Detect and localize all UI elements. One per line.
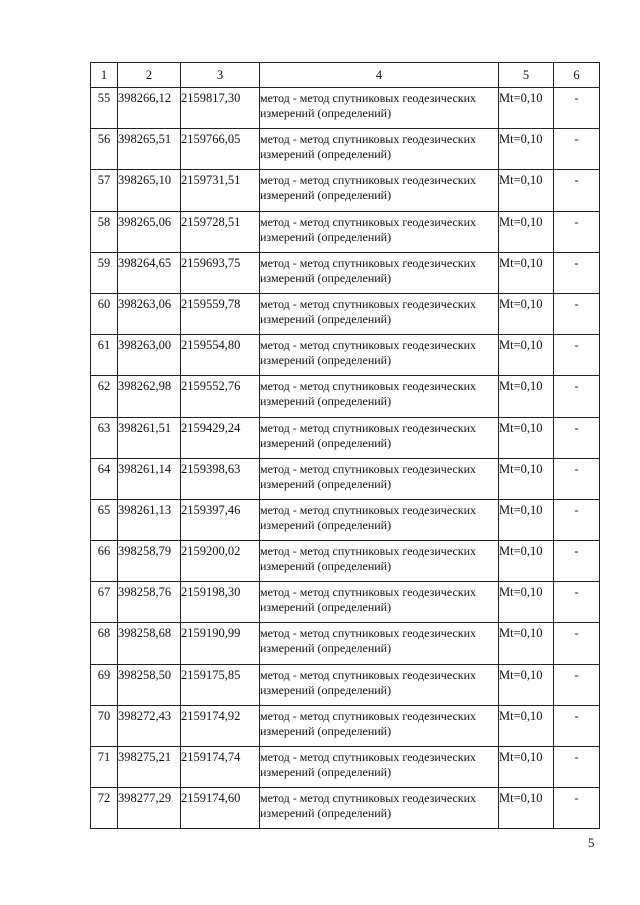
coordinate-x: 398266,12 bbox=[118, 88, 181, 129]
coordinates-table bbox=[90, 62, 600, 829]
note-cell: - bbox=[554, 252, 600, 293]
accuracy-value: Mt=0,10 bbox=[499, 417, 554, 458]
table-row bbox=[91, 88, 600, 129]
method-description: метод - метод спутниковых геодезических измерений (определений) bbox=[260, 541, 499, 582]
accuracy-value: Mt=0,10 bbox=[499, 788, 554, 829]
header-cell-6: 6 bbox=[554, 63, 600, 88]
note-cell: - bbox=[554, 499, 600, 540]
coordinate-y: 2159766,05 bbox=[181, 129, 260, 170]
table-row bbox=[91, 211, 600, 252]
table-row bbox=[91, 623, 600, 664]
point-number: 69 bbox=[91, 664, 118, 705]
coordinate-y: 2159174,92 bbox=[181, 705, 260, 746]
accuracy-value: Mt=0,10 bbox=[499, 376, 554, 417]
method-description: метод - метод спутниковых геодезических измерений (определений) bbox=[260, 170, 499, 211]
table-body bbox=[91, 88, 600, 829]
point-number: 65 bbox=[91, 499, 118, 540]
point-number: 60 bbox=[91, 293, 118, 334]
note-cell: - bbox=[554, 335, 600, 376]
method-description: метод - метод спутниковых геодезических измерений (определений) bbox=[260, 664, 499, 705]
table-row bbox=[91, 705, 600, 746]
point-number: 63 bbox=[91, 417, 118, 458]
coordinate-y: 2159554,80 bbox=[181, 335, 260, 376]
accuracy-value: Mt=0,10 bbox=[499, 499, 554, 540]
coordinate-x: 398261,13 bbox=[118, 499, 181, 540]
note-cell: - bbox=[554, 170, 600, 211]
method-description: метод - метод спутниковых геодезических измерений (определений) bbox=[260, 417, 499, 458]
accuracy-value: Mt=0,10 bbox=[499, 623, 554, 664]
note-cell: - bbox=[554, 129, 600, 170]
note-cell: - bbox=[554, 376, 600, 417]
note-cell: - bbox=[554, 747, 600, 788]
note-cell: - bbox=[554, 705, 600, 746]
coordinate-x: 398265,51 bbox=[118, 129, 181, 170]
accuracy-value: Mt=0,10 bbox=[499, 293, 554, 334]
note-cell: - bbox=[554, 623, 600, 664]
accuracy-value: Mt=0,10 bbox=[499, 129, 554, 170]
coordinate-y: 2159559,78 bbox=[181, 293, 260, 334]
header-cell-1: 1 bbox=[91, 63, 118, 88]
coordinate-x: 398261,14 bbox=[118, 458, 181, 499]
method-description: метод - метод спутниковых геодезических измерений (определений) bbox=[260, 705, 499, 746]
point-number: 62 bbox=[91, 376, 118, 417]
coordinate-y: 2159174,74 bbox=[181, 747, 260, 788]
accuracy-value: Mt=0,10 bbox=[499, 541, 554, 582]
header-cell-4: 4 bbox=[260, 63, 499, 88]
table-header-row bbox=[91, 63, 600, 88]
coordinate-x: 398258,50 bbox=[118, 664, 181, 705]
note-cell: - bbox=[554, 88, 600, 129]
method-description: метод - метод спутниковых геодезических измерений (определений) bbox=[260, 252, 499, 293]
method-description: метод - метод спутниковых геодезических измерений (определений) bbox=[260, 499, 499, 540]
coordinate-y: 2159398,63 bbox=[181, 458, 260, 499]
point-number: 59 bbox=[91, 252, 118, 293]
note-cell: - bbox=[554, 541, 600, 582]
coordinate-y: 2159728,51 bbox=[181, 211, 260, 252]
table-row bbox=[91, 376, 600, 417]
coordinate-x: 398275,21 bbox=[118, 747, 181, 788]
table-row bbox=[91, 499, 600, 540]
table-row bbox=[91, 252, 600, 293]
coordinate-y: 2159190,99 bbox=[181, 623, 260, 664]
note-cell: - bbox=[554, 664, 600, 705]
point-number: 66 bbox=[91, 541, 118, 582]
table-row bbox=[91, 129, 600, 170]
method-description: метод - метод спутниковых геодезических измерений (определений) bbox=[260, 458, 499, 499]
accuracy-value: Mt=0,10 bbox=[499, 458, 554, 499]
coordinate-y: 2159429,24 bbox=[181, 417, 260, 458]
point-number: 55 bbox=[91, 88, 118, 129]
note-cell: - bbox=[554, 293, 600, 334]
header-cell-3: 3 bbox=[181, 63, 260, 88]
table-row bbox=[91, 582, 600, 623]
accuracy-value: Mt=0,10 bbox=[499, 664, 554, 705]
coordinate-x: 398261,51 bbox=[118, 417, 181, 458]
coordinate-x: 398272,43 bbox=[118, 705, 181, 746]
point-number: 67 bbox=[91, 582, 118, 623]
table-row bbox=[91, 293, 600, 334]
point-number: 70 bbox=[91, 705, 118, 746]
table-row bbox=[91, 417, 600, 458]
accuracy-value: Mt=0,10 bbox=[499, 252, 554, 293]
coordinate-x: 398265,10 bbox=[118, 170, 181, 211]
note-cell: - bbox=[554, 458, 600, 499]
accuracy-value: Mt=0,10 bbox=[499, 170, 554, 211]
method-description: метод - метод спутниковых геодезических измерений (определений) bbox=[260, 582, 499, 623]
method-description: метод - метод спутниковых геодезических измерений (определений) bbox=[260, 747, 499, 788]
page-number: 5 bbox=[588, 835, 595, 850]
coordinate-y: 2159174,60 bbox=[181, 788, 260, 829]
point-number: 61 bbox=[91, 335, 118, 376]
note-cell: - bbox=[554, 211, 600, 252]
accuracy-value: Mt=0,10 bbox=[499, 335, 554, 376]
coordinate-y: 2159200,02 bbox=[181, 541, 260, 582]
method-description: метод - метод спутниковых геодезических измерений (определений) bbox=[260, 376, 499, 417]
coordinate-y: 2159731,51 bbox=[181, 170, 260, 211]
note-cell: - bbox=[554, 788, 600, 829]
accuracy-value: Mt=0,10 bbox=[499, 747, 554, 788]
point-number: 72 bbox=[91, 788, 118, 829]
coordinate-x: 398258,68 bbox=[118, 623, 181, 664]
note-cell: - bbox=[554, 582, 600, 623]
coordinate-x: 398263,06 bbox=[118, 293, 181, 334]
coordinate-x: 398258,76 bbox=[118, 582, 181, 623]
point-number: 58 bbox=[91, 211, 118, 252]
accuracy-value: Mt=0,10 bbox=[499, 705, 554, 746]
method-description: метод - метод спутниковых геодезических измерений (определений) bbox=[260, 88, 499, 129]
header-cell-2: 2 bbox=[118, 63, 181, 88]
coordinate-x: 398263,00 bbox=[118, 335, 181, 376]
coordinate-y: 2159198,30 bbox=[181, 582, 260, 623]
coordinate-y: 2159552,76 bbox=[181, 376, 260, 417]
note-cell: - bbox=[554, 417, 600, 458]
table-row bbox=[91, 664, 600, 705]
accuracy-value: Mt=0,10 bbox=[499, 211, 554, 252]
coordinate-x: 398262,98 bbox=[118, 376, 181, 417]
method-description: метод - метод спутниковых геодезических измерений (определений) bbox=[260, 335, 499, 376]
point-number: 57 bbox=[91, 170, 118, 211]
coordinate-y: 2159693,75 bbox=[181, 252, 260, 293]
point-number: 64 bbox=[91, 458, 118, 499]
table-row bbox=[91, 458, 600, 499]
coordinate-x: 398277,29 bbox=[118, 788, 181, 829]
coordinate-x: 398258,79 bbox=[118, 541, 181, 582]
coordinate-y: 2159817,30 bbox=[181, 88, 260, 129]
accuracy-value: Mt=0,10 bbox=[499, 582, 554, 623]
method-description: метод - метод спутниковых геодезических измерений (определений) bbox=[260, 788, 499, 829]
coordinate-y: 2159397,46 bbox=[181, 499, 260, 540]
table-row bbox=[91, 541, 600, 582]
table-row bbox=[91, 170, 600, 211]
accuracy-value: Mt=0,10 bbox=[499, 88, 554, 129]
method-description: метод - метод спутниковых геодезических измерений (определений) bbox=[260, 623, 499, 664]
method-description: метод - метод спутниковых геодезических измерений (определений) bbox=[260, 293, 499, 334]
table-row bbox=[91, 747, 600, 788]
header-cell-5: 5 bbox=[499, 63, 554, 88]
coordinate-x: 398265,06 bbox=[118, 211, 181, 252]
table-row bbox=[91, 788, 600, 829]
coordinate-x: 398264,65 bbox=[118, 252, 181, 293]
table-row bbox=[91, 335, 600, 376]
method-description: метод - метод спутниковых геодезических измерений (определений) bbox=[260, 211, 499, 252]
point-number: 71 bbox=[91, 747, 118, 788]
point-number: 56 bbox=[91, 129, 118, 170]
point-number: 68 bbox=[91, 623, 118, 664]
method-description: метод - метод спутниковых геодезических измерений (определений) bbox=[260, 129, 499, 170]
coordinate-y: 2159175,85 bbox=[181, 664, 260, 705]
